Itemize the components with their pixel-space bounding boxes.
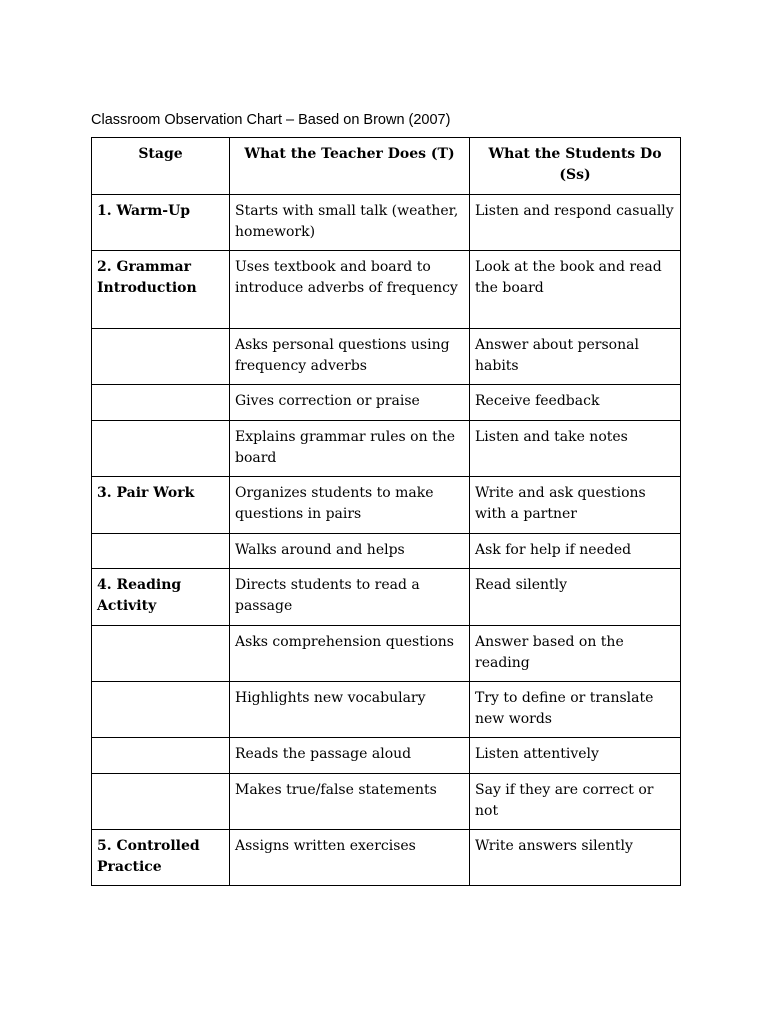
teacher-cell: Highlights new vocabulary	[230, 682, 470, 738]
teacher-cell: Walks around and helps	[230, 534, 470, 569]
stage-cell	[92, 626, 230, 682]
table-row	[92, 251, 681, 329]
table-row	[92, 329, 681, 385]
teacher-cell: Organizes students to make questions in pairs	[230, 477, 470, 534]
students-cell: Listen and respond casually	[470, 195, 681, 251]
stage-cell	[92, 329, 230, 385]
teacher-cell: Starts with small talk (weather, homework)	[230, 195, 470, 251]
table-row	[92, 830, 681, 886]
observation-table	[91, 137, 681, 886]
students-cell: Write and ask questions with a partner	[470, 477, 681, 534]
students-cell: Ask for help if needed	[470, 534, 681, 569]
stage-cell: 4. Reading Activity	[92, 569, 230, 626]
table-row	[92, 385, 681, 421]
table-row	[92, 774, 681, 830]
table-row	[92, 682, 681, 738]
students-cell: Look at the book and read the board	[470, 251, 681, 329]
table-row	[92, 738, 681, 774]
teacher-cell: Asks personal questions using frequency adverbs	[230, 329, 470, 385]
students-cell: Answer about personal habits	[470, 329, 681, 385]
students-cell: Write answers silently	[470, 830, 681, 886]
header-students: What the Students Do (Ss)	[470, 138, 681, 195]
table-row	[92, 534, 681, 569]
stage-cell	[92, 738, 230, 774]
document-title: Classroom Observation Chart – Based on Brown (2007)	[91, 112, 451, 128]
stage-cell: 2. Grammar Introduction	[92, 251, 230, 329]
students-cell: Try to define or translate new words	[470, 682, 681, 738]
stage-cell	[92, 421, 230, 477]
teacher-cell: Reads the passage aloud	[230, 738, 470, 774]
students-cell: Listen and take notes	[470, 421, 681, 477]
students-cell: Answer based on the reading	[470, 626, 681, 682]
teacher-cell: Explains grammar rules on the board	[230, 421, 470, 477]
table-row	[92, 569, 681, 626]
table-row	[92, 195, 681, 251]
teacher-cell: Assigns written exercises	[230, 830, 470, 886]
teacher-cell: Directs students to read a passage	[230, 569, 470, 626]
teacher-cell: Makes true/false statements	[230, 774, 470, 830]
table-header-row	[92, 138, 681, 195]
stage-cell	[92, 682, 230, 738]
stage-cell: 1. Warm-Up	[92, 195, 230, 251]
header-stage: Stage	[92, 138, 230, 195]
table-row	[92, 477, 681, 534]
students-cell: Listen attentively	[470, 738, 681, 774]
students-cell: Read silently	[470, 569, 681, 626]
stage-cell	[92, 385, 230, 421]
teacher-cell: Asks comprehension questions	[230, 626, 470, 682]
stage-cell: 3. Pair Work	[92, 477, 230, 534]
stage-cell	[92, 534, 230, 569]
students-cell: Receive feedback	[470, 385, 681, 421]
students-cell: Say if they are correct or not	[470, 774, 681, 830]
stage-cell	[92, 774, 230, 830]
teacher-cell: Uses textbook and board to introduce adverbs of frequency	[230, 251, 470, 329]
table-row	[92, 421, 681, 477]
teacher-cell: Gives correction or praise	[230, 385, 470, 421]
stage-cell: 5. Controlled Practice	[92, 830, 230, 886]
header-teacher: What the Teacher Does (T)	[230, 138, 470, 195]
table-row	[92, 626, 681, 682]
